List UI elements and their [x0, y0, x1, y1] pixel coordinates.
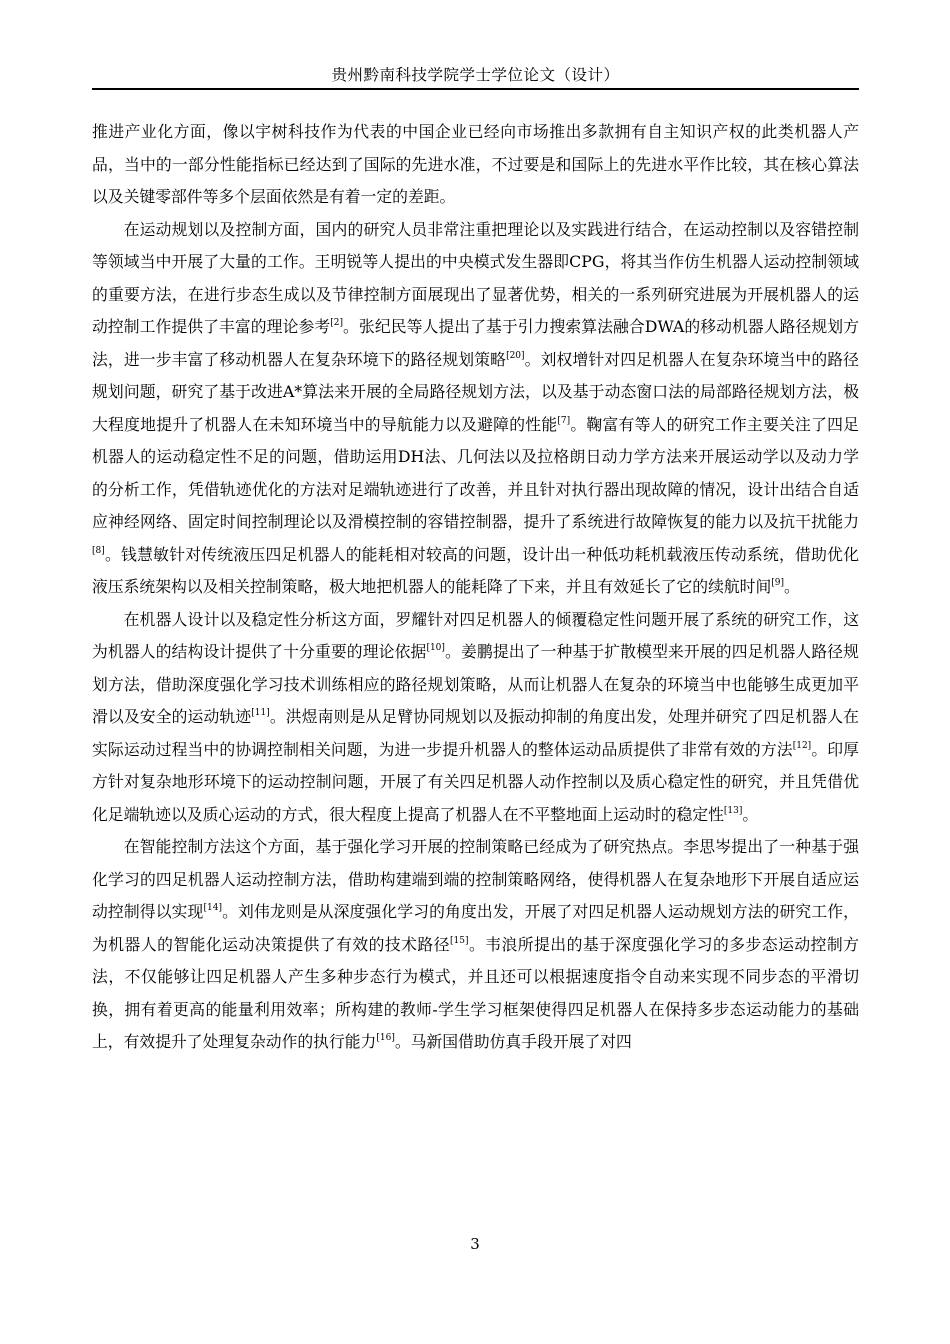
paragraph-text: 。刘伟龙则是从深度强化学习的角度出发，开展了对四足机器人运动规划方法的研究工作，为机器人的智能化运动决策提供了有效的技术路径: [92, 902, 859, 954]
citation-marker: [2]: [330, 318, 343, 328]
paragraph-text: 。张纪民等人提出了基于引力搜索算法融合DWA的移动机器人路径规划方法，进一步丰富了移动机器人在复杂环境下的路径规划策略: [92, 317, 859, 369]
paragraph: [92, 214, 859, 604]
citation-marker: [15]: [449, 935, 469, 946]
header-title: 贵州黔南科技学院学士学位论文（设计）: [331, 66, 620, 84]
citation-marker: [10]: [426, 643, 445, 653]
page-header: [92, 64, 859, 90]
citation-marker: [8]: [92, 545, 105, 556]
paragraph-text: 。: [742, 804, 759, 824]
paragraph-text: 。马新国借助仿真手段开展了对四: [394, 1032, 632, 1051]
paragraph: [92, 604, 859, 832]
citation-marker: [16]: [376, 1033, 395, 1043]
paragraph: [92, 116, 859, 214]
citation-marker: [7]: [557, 415, 571, 426]
citation-marker: [9]: [771, 578, 785, 588]
paragraph-text: 。洪煜南则是从足臂协同规划以及振动抑制的角度出发，处理并研究了四足机器人在实际运动过程当中的协调控制相关问题，为进一步提升机器人的整体运动品质提供了非常有效的方法: [92, 707, 859, 759]
paragraph: [92, 831, 859, 1059]
citation-marker: [12]: [792, 740, 812, 751]
paragraph-text: 。姜鹏提出了一种基于扩散模型来开展的四足机器人路径规划方法，借助深度强化学习技术训练相应的路径规划策略，从而让机器人在复杂的环境当中也能够生成更加平滑以及安全的运动轨迹: [92, 642, 859, 726]
paragraph-text: 。钱慧敏针对传统液压四足机器人的能耗相对较高的问题，设计出一种低功耗机载液压传动系统，借助优化液压系统架构以及相关控制策略，极大地把机器人的能耗降了下来，并且有效延长了它的续航时间: [92, 544, 859, 596]
paragraph-text: 在智能控制方法这个方面，基于强化学习开展的控制策略已经成为了研究热点。李思岑提出了一种基于强化学习的四足机器人运动控制方法，借助构建端到端的控制策略网络，使得机器人在复杂地形下开展自适应运动控制得以实现: [92, 837, 859, 921]
paragraph-text: 。刘权增针对四足机器人在复杂环境当中的路径规划问题，研究了基于改进A*算法来开展的全局路径规划方法，以及基于动态窗口法的局部路径规划方法，极大程度地提升了机器人在未知环境当中的导航能力以及避障的性能: [92, 349, 859, 434]
citation-marker: [20]: [506, 350, 525, 361]
paragraph-text: 。鞠富有等人的研究工作主要关注了四足机器人的运动稳定性不足的问题，借助运用DH法、几何法以及拉格朗日动力学方法来开展运动学以及动力学的分析工作，凭借轨迹优化的方法对足端轨迹进行了改善，并且针对执行器出现故障的情况，设计出结合自适应神经网络、固定时间控制理论以及滑模控制的容错控制器，提升了系统进行故障恢复的能力以及抗干扰能力: [92, 414, 859, 531]
citation-marker: [14]: [203, 903, 222, 913]
paragraph-text: 。: [784, 577, 800, 596]
paragraph-text: 。印厚方针对复杂地形环境下的运动控制问题，开展了有关四足机器人动作控制以及质心稳定性的研究，并且凭借优化足端轨迹以及质心运动的方式，很大程度上提高了机器人在不平整地面上运动时的稳定性: [92, 739, 859, 824]
page-number: 3: [470, 1235, 480, 1253]
paragraph-text: 推进产业化方面，像以宇树科技作为代表的中国企业已经向市场推出多款拥有自主知识产权的此类机器人产品，当中的一部分性能指标已经达到了国际的先进水准，不过要是和国际上的先进水平作比较，其在核心算法以及关键零部件等多个层面依然是有着一定的差距。: [92, 122, 859, 206]
paragraph-text: 在运动规划以及控制方面，国内的研究人员非常注重把理论以及实践进行结合，在运动控制以及容错控制等领域当中开展了大量的工作。王明锐等人提出的中央模式发生器即CPG，将其当作仿生机器人运动控制领域的重要方法，在进行步态生成以及节律控制方面展现出了显著优势，相关的一系列研究进展为开展机器人的运动控制工作提供了丰富的理论参考: [92, 219, 859, 336]
citation-marker: [11]: [251, 708, 270, 718]
body-text: [92, 116, 859, 1059]
paragraph-text: 在机器人设计以及稳定性分析这方面，罗耀针对四足机器人的倾覆稳定性问题开展了系统的研究工作，这为机器人的结构设计提供了十分重要的理论依据: [92, 609, 859, 661]
paragraph-text: 。韦浪所提出的基于深度强化学习的多步态运动控制方法，不仅能够让四足机器人产生多种步态行为模式，并且还可以根据速度指令自动来实现不同步态的平滑切换，拥有着更高的能量利用效率；所构建的教师-学生学习框架使得四足机器人在保持多步态运动能力的基础上，有效提升了处理复杂动作的执行能力: [92, 934, 859, 1051]
citation-marker: [13]: [723, 805, 743, 816]
